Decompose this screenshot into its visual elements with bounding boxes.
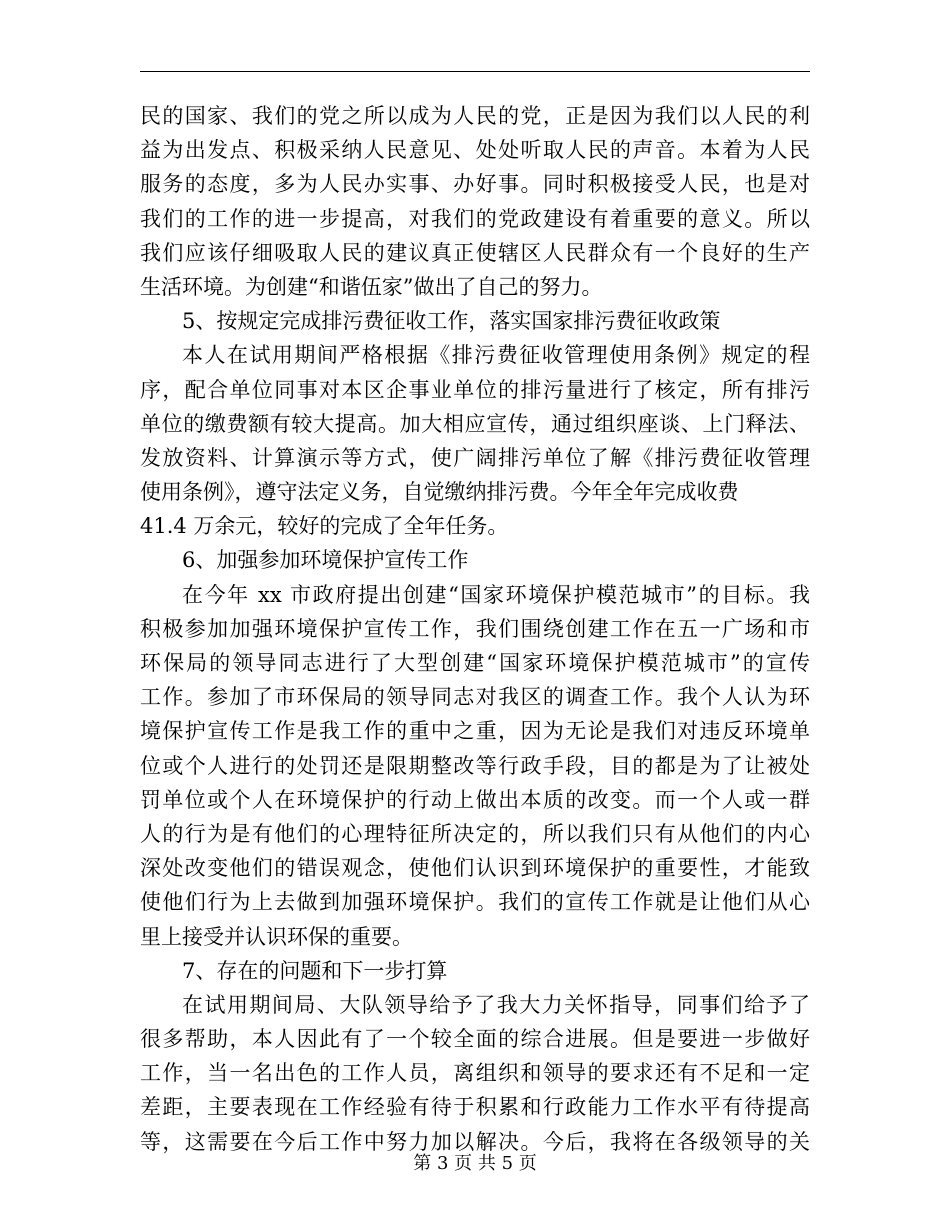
section-heading: 6、加强参加环境保护宣传工作 (182, 548, 469, 573)
text-line: 位或个人进行的处罚还是限期整改等行政手段，目的都是为了让被处 (140, 753, 810, 778)
text-line: 益为出发点、积极采纳人民意见、处处听取人民的声音。本着为人民 (140, 138, 810, 163)
text-line: 积极参加加强环境保护宣传工作，我们围绕创建工作在五一广场和市 (140, 616, 810, 641)
text-line: 境保护宣传工作是我工作的重中之重，因为无论是我们对违反环境单 (140, 719, 810, 744)
text-line: 生活环境。为创建“和谐伍家”做出了自己的努力。 (140, 274, 603, 299)
text-line: 差距，主要表现在工作经验有待于积累和行政能力工作水平有待提高 (140, 1095, 810, 1120)
text-line: 里上接受并认识环保的重要。 (140, 924, 413, 949)
text-line: 序，配合单位同事对本区企事业单位的排污量进行了核定，所有排污 (140, 377, 810, 402)
text-line: 单位的缴费额有较大提高。加大相应宣传，通过组织座谈、上门释法、 (140, 411, 810, 436)
text-line: 民的国家、我们的党之所以成为人民的党，正是因为我们以人民的利 (140, 104, 810, 128)
page-footer: 第 3 页 共 5 页 (413, 1153, 537, 1174)
text-line: 工作，当一名出色的工作人员，离组织和领导的要求还有不足和一定 (140, 1061, 810, 1086)
text-line: 服务的态度，多为人民办实事、办好事。同时积极接受人民，也是对 (140, 172, 810, 197)
text-line: 工作。参加了市环保局的领导同志对我区的调查工作。我个人认为环 (140, 685, 810, 710)
text-line: 环保局的领导同志进行了大型创建“国家环境保护模范城市”的宣传 (140, 651, 810, 675)
text-line: 使用条例》，遵守法定义务，自觉缴纳排污费。今年全年完成收费 (140, 480, 739, 505)
text-line: 在今年 xx 市政府提出创建“国家环境保护模范城市”的目标。我 (182, 582, 810, 607)
text-line: 41.4 万余元，较好的完成了全年任务。 (140, 514, 509, 539)
text-line: 深处改变他们的错误观念，使他们认识到环境保护的重要性，才能致 (140, 856, 810, 881)
text-line: 使他们行为上去做到加强环境保护。我们的宣传工作就是让他们从心 (140, 890, 810, 915)
text-line: 本人在试用期间严格根据《排污费征收管理使用条例》规定的程 (182, 343, 810, 368)
text-line: 我们应该仔细吸取人民的建议真正使辖区人民群众有一个良好的生产 (140, 240, 810, 265)
text-line: 罚单位或个人在环境保护的行动上做出本质的改变。而一个人或一群 (140, 787, 810, 812)
text-line: 发放资料、计算演示等方式，使广阔排污单位了解《排污费征收管理 (140, 445, 810, 470)
section-heading: 7、存在的问题和下一步打算 (182, 958, 448, 983)
header-rule (140, 71, 810, 72)
text-line: 等，这需要在今后工作中努力加以解决。今后，我将在各级领导的关 (140, 1129, 810, 1154)
text-line: 在试用期间局、大队领导给予了我大力关怀指导，同事们给予了 (182, 992, 810, 1017)
text-line: 人的行为是有他们的心理特征所决定的，所以我们只有从他们的内心 (140, 821, 810, 846)
text-line: 很多帮助，本人因此有了一个较全面的综合进展。但是要进一步做好 (140, 1027, 810, 1052)
section-heading: 5、按规定完成排污费征收工作，落实国家排污费征收政策 (182, 309, 721, 334)
document-body (140, 99, 810, 1159)
text-line: 我们的工作的进一步提高，对我们的党政建设有着重要的意义。所以 (140, 206, 810, 231)
